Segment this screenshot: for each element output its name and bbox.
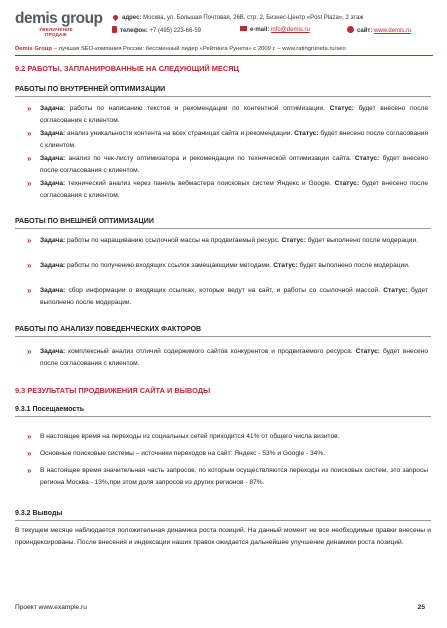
address-row: адрес: Москва, ул. Большая Почтовая, 26В, стр. 2, Бизнес-Центр «Post Plaza», 2 этаж [112,14,363,22]
phone-row: телефон: +7 (495) 223-66-59 [112,26,201,35]
list-item: » Задача: анализ уникальности контента на всех страницах сайта и рекомендации. Статус: будет внесено после согласования с клиентом. [27,129,429,149]
double-chevron-icon: » [27,466,32,475]
double-chevron-icon: » [27,179,32,188]
site-link[interactable]: www.demis.ru [374,28,412,34]
location-pin-icon [112,14,119,21]
list-item: » В настоящее время на переходы из социальных сетей приходится 41% от общего числа визитов. [27,432,340,441]
heading-underline [15,416,431,417]
subsection-9-3-2: 9.3.2 Выводы [15,510,63,517]
email-link[interactable]: info@demis.ru [271,27,310,33]
list-item: » В настоящее время значительная часть запросов, по которым осуществляются переходы из поисковых систем, это запросы региона Москва - 13%,при этом доля запросов из других регионов - 87%. [27,466,428,486]
external-optimization-heading: РАБОТЫ ПО ВНЕШНЕЙ ОПТИМИЗАЦИИ [15,218,154,225]
heading-underline [15,520,431,521]
heading-underline [15,228,431,229]
list-item: » Задача: работы по написанию текстов и рекомендации по контентной оптимизации. Статус: будет внесено после согласования с клиентом. [27,104,429,124]
logo [15,11,108,37]
double-chevron-icon: » [27,432,32,441]
section-title-9-2: 9.2 РАБОТЫ, ЗАПЛАНИРОВАННЫЕ НА СЛЕДУЮЩИЙ МЕСЯЦ [15,64,239,73]
list-item: » Задача: сбор информации о входящих ссылках, которые ведут на сайт, и работы со ссылочной массой. Статус: будет выполнено после модерации. [27,286,428,306]
globe-icon [347,26,354,33]
list-item: » Задача: работы по наращиванию ссылочной массы на продвигаемый ресурс. Статус: будет выполнено после модерации. [27,236,418,245]
double-chevron-icon: » [27,347,32,356]
double-chevron-icon: » [27,236,32,245]
phone-icon [112,26,117,33]
internal-optimization-heading: РАБОТЫ ПО ВНУТРЕННЕЙ ОПТИМИЗАЦИИ [15,86,166,93]
logo-tagline: УВЕЛИЧЕНИЕ ПРОДАЖ [39,27,73,37]
address-text: Москва, ул. Большая Почтовая, 26В, стр. 2, Бизнес-Центр «Post Plaza», 2 этаж [143,15,364,21]
phone-number: +7 (495) 223-66-59 [149,28,202,34]
list-item: » Задача: комплексный анализ отличий содержимого сайтов конкурентов и продвигаемого ресурса. Статус: будет внесено после согласования с клиентом. [27,347,428,367]
page-number: 25 [417,604,425,611]
conclusion-paragraph: В текущем месяце наблюдается положительная динамика роста позиций. На данный момент не все необходимые правки внесены и проиндексированы. После внесения и индексации наших правок ожидается дальнейшее улучшение динамики роста позиций. [15,527,431,546]
heading-underline [15,336,431,337]
double-chevron-icon: » [27,261,32,270]
heading-underline [15,96,431,97]
header-divider [15,55,433,56]
list-item: » Задача: технический анализ через панель вебмастера поисковых систем Яндекс и Google. Статус: будет внесено после согласования с клиентом. [27,179,428,199]
list-item: » Задача: анализ по чек-листу оптимизатора и рекомендации по технической оптимизации сайта. Статус: будет внесено после согласования с клиентом. [27,154,429,174]
subsection-9-3-1: 9.3.1 Посещаемость [15,406,85,413]
footer-project: Проект www.example.ru [15,604,87,611]
site-row: сайт: www.demis.ru [347,26,411,35]
logo-text: demis group [15,10,103,27]
double-chevron-icon: » [27,449,32,458]
list-item: » Задача: работы по получению входящих ссылок замещающими методами. Статус: будет выполнено после модерации. [27,261,410,270]
section-title-9-3: 9.3 РЕЗУЛЬТАТЫ ПРОДВИЖЕНИЯ САЙТА И ВЫВОДЫ [15,386,211,395]
header-tagline: Demis Group – лучшая SEO-компания России: бессменный лидер «Рейтинга Рунета» с 2009 г. – www.ratingruneta.ru/seo [15,46,346,52]
list-item: » Основные поисковые системы – источники переходов на сайт: Яндекс - 53% и Google - 34%. [27,449,326,458]
double-chevron-icon: » [27,286,32,295]
double-chevron-icon: » [27,129,32,138]
mail-icon [240,26,247,31]
email-row: e-mail: info@demis.ru [240,26,310,34]
double-chevron-icon: » [27,154,32,163]
double-chevron-icon: » [27,104,32,113]
behavior-analysis-heading: РАБОТЫ ПО АНАЛИЗУ ПОВЕДЕНЧЕСКИХ ФАКТОРОВ [15,326,202,333]
